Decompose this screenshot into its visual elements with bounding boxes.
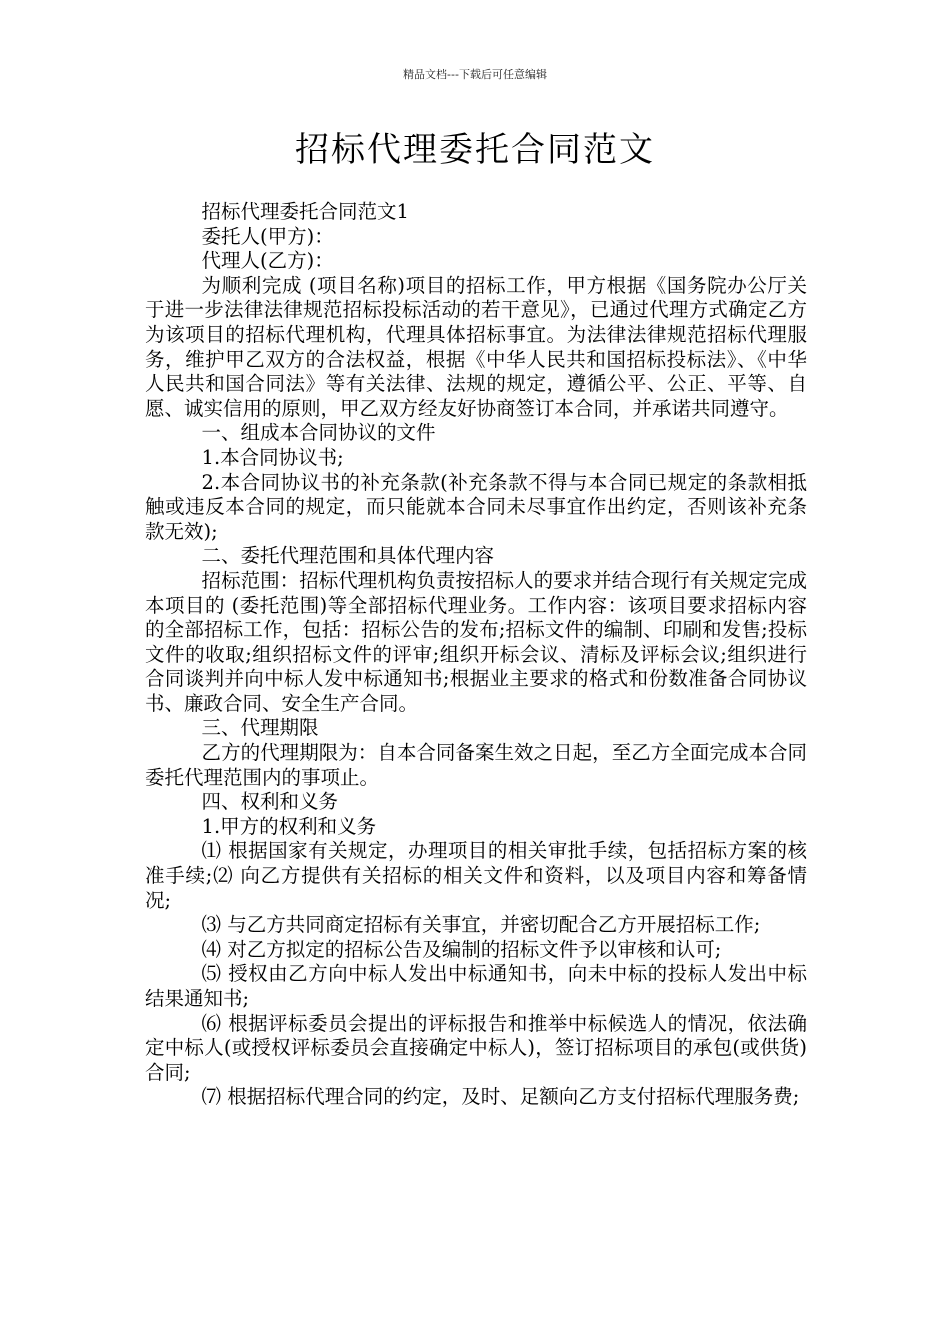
paragraph-preamble: 为顺利完成 (项目名称)项目的招标工作，甲方根据《国务院办公厅关于进一步法律法律规范招标投标活动的若干意见》，已通过代理方式确定乙方为该项目的招标代理机构，代理具体招标事宜。为法律法律规范招标代理服务，维护甲乙双方的合法权益，根据《中华人民共和国招标投标法》、《中华人民共和国合同法》等有关法律、法规的规定，遵循公平、公正、平等、自愿、诚实信用的原则，甲乙双方经友好协商签订本合同，并承诺共同遵守。 <box>145 273 807 420</box>
paragraph-item: ⑶ 与乙方共同商定招标有关事宜，并密切配合乙方开展招标工作; <box>201 913 761 937</box>
paragraph-item: ⑸ 授权由乙方向中标人发出中标通知书，向未中标的投标人发出中标结果通知书; <box>145 962 807 1010</box>
paragraph-doc-label: 招标代理委托合同范文1 <box>201 200 409 223</box>
paragraph-item: 1.本合同协议书; <box>201 445 344 469</box>
subsection-heading: 1.甲方的权利和义务 <box>201 814 377 838</box>
paragraph-agent: 代理人(乙方)： <box>201 249 334 273</box>
section-heading-3: 三、代理期限 <box>201 716 319 740</box>
paragraph-item: ⑺ 根据招标代理合同的约定，及时、足额向乙方支付招标代理服务费; <box>201 1085 800 1109</box>
paragraph-scope: 招标范围：招标代理机构负责按招标人的要求并结合现行有关规定完成本项目的 (委托范围)等全部招标代理业务。工作内容：该项目要求招标内容的全部招标工作，包括：招标公告的发布;招标文件的编制、印刷和发售;投标文件的收取;组织招标文件的评审;组织开标会议、清标及评标会议;组织进行合同谈判并向中标人发中标通知书;根据业主要求的格式和份数准备合同协议书、廉政合同、安全生产合同。 <box>145 568 807 715</box>
paragraph-term: 乙方的代理期限为：自本合同备案生效之日起，至乙方全面完成本合同委托代理范围内的事项止。 <box>145 741 807 789</box>
paragraph-item: ⑴ 根据国家有关规定，办理项目的相关审批手续，包括招标方案的核准手续;⑵ 向乙方提供有关招标的相关文件和资料，以及项目内容和筹备情况; <box>145 839 807 912</box>
page-header: 精品文档---下载后可任意编辑 <box>403 68 547 81</box>
paragraph-item: ⑹ 根据评标委员会提出的评标报告和推举中标候选人的情况，依法确定中标人(或授权评标委员会直接确定中标人)，签订招标项目的承包(或供货)合同; <box>145 1011 807 1084</box>
section-heading-2: 二、委托代理范围和具体代理内容 <box>201 544 495 568</box>
paragraph-item: ⑷ 对乙方拟定的招标公告及编制的招标文件予以审核和认可; <box>201 937 722 961</box>
paragraph-item: 2.本合同协议书的补充条款(补充条款不得与本合同已规定的条款相抵触或违反本合同的规定，而只能就本合同未尽事宜作出约定，否则该补充条款无效); <box>145 470 807 543</box>
document-title: 招标代理委托合同范文 <box>295 130 655 170</box>
paragraph-client: 委托人(甲方)： <box>201 224 334 248</box>
section-heading-1: 一、组成本合同协议的文件 <box>201 421 436 445</box>
document-body <box>145 200 807 1110</box>
section-heading-4: 四、权利和义务 <box>201 790 339 814</box>
